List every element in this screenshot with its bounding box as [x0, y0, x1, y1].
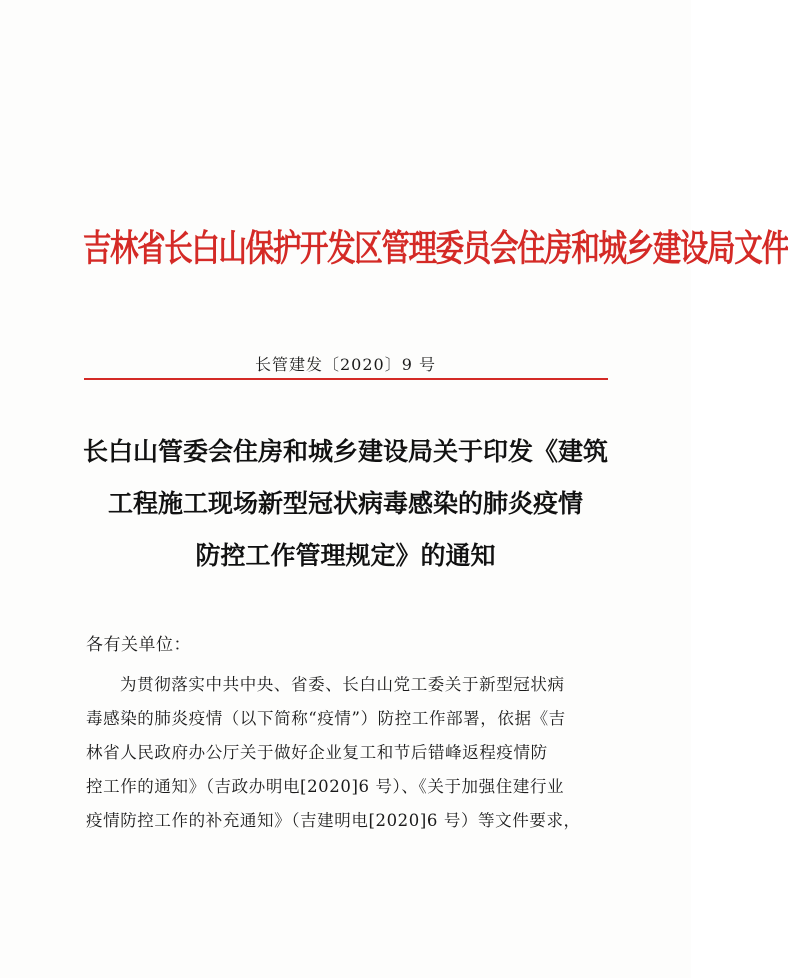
body-line: 疫情防控工作的补充通知》（吉建明电[2020]6 号）等文件要求， [86, 811, 581, 830]
issuing-authority-header: 吉林省长白山保护开发区管理委员会住房和城乡建设局文件 [82, 227, 788, 270]
red-divider-line [84, 378, 608, 380]
body-line: 林省人民政府办公厅关于做好企业复工和节后错峰返程疫情防 [86, 743, 548, 762]
document-title-line: 防控工作管理规定》的通知 [195, 541, 496, 570]
document-title-line: 工程施工现场新型冠状病毒感染的肺炎疫情 [107, 489, 583, 518]
body-paragraph [86, 668, 616, 838]
body-line: 控工作的通知》（吉政办明电[2020]6 号）、《关于加强住建行业 [86, 777, 565, 796]
document-title-line: 长白山管委会住房和城乡建设局关于印发《建筑 [82, 437, 608, 466]
document-title [70, 426, 621, 582]
body-line: 为贯彻落实中共中央、省委、长白山党工委关于新型冠状病 [120, 675, 565, 694]
document-number: 长管建发〔2020〕9 号 [255, 355, 436, 374]
salutation: 各有关单位： [86, 635, 191, 655]
body-line: 毒感染的肺炎疫情（以下简称“疫情”）防控工作部署，依据《吉 [86, 709, 566, 728]
